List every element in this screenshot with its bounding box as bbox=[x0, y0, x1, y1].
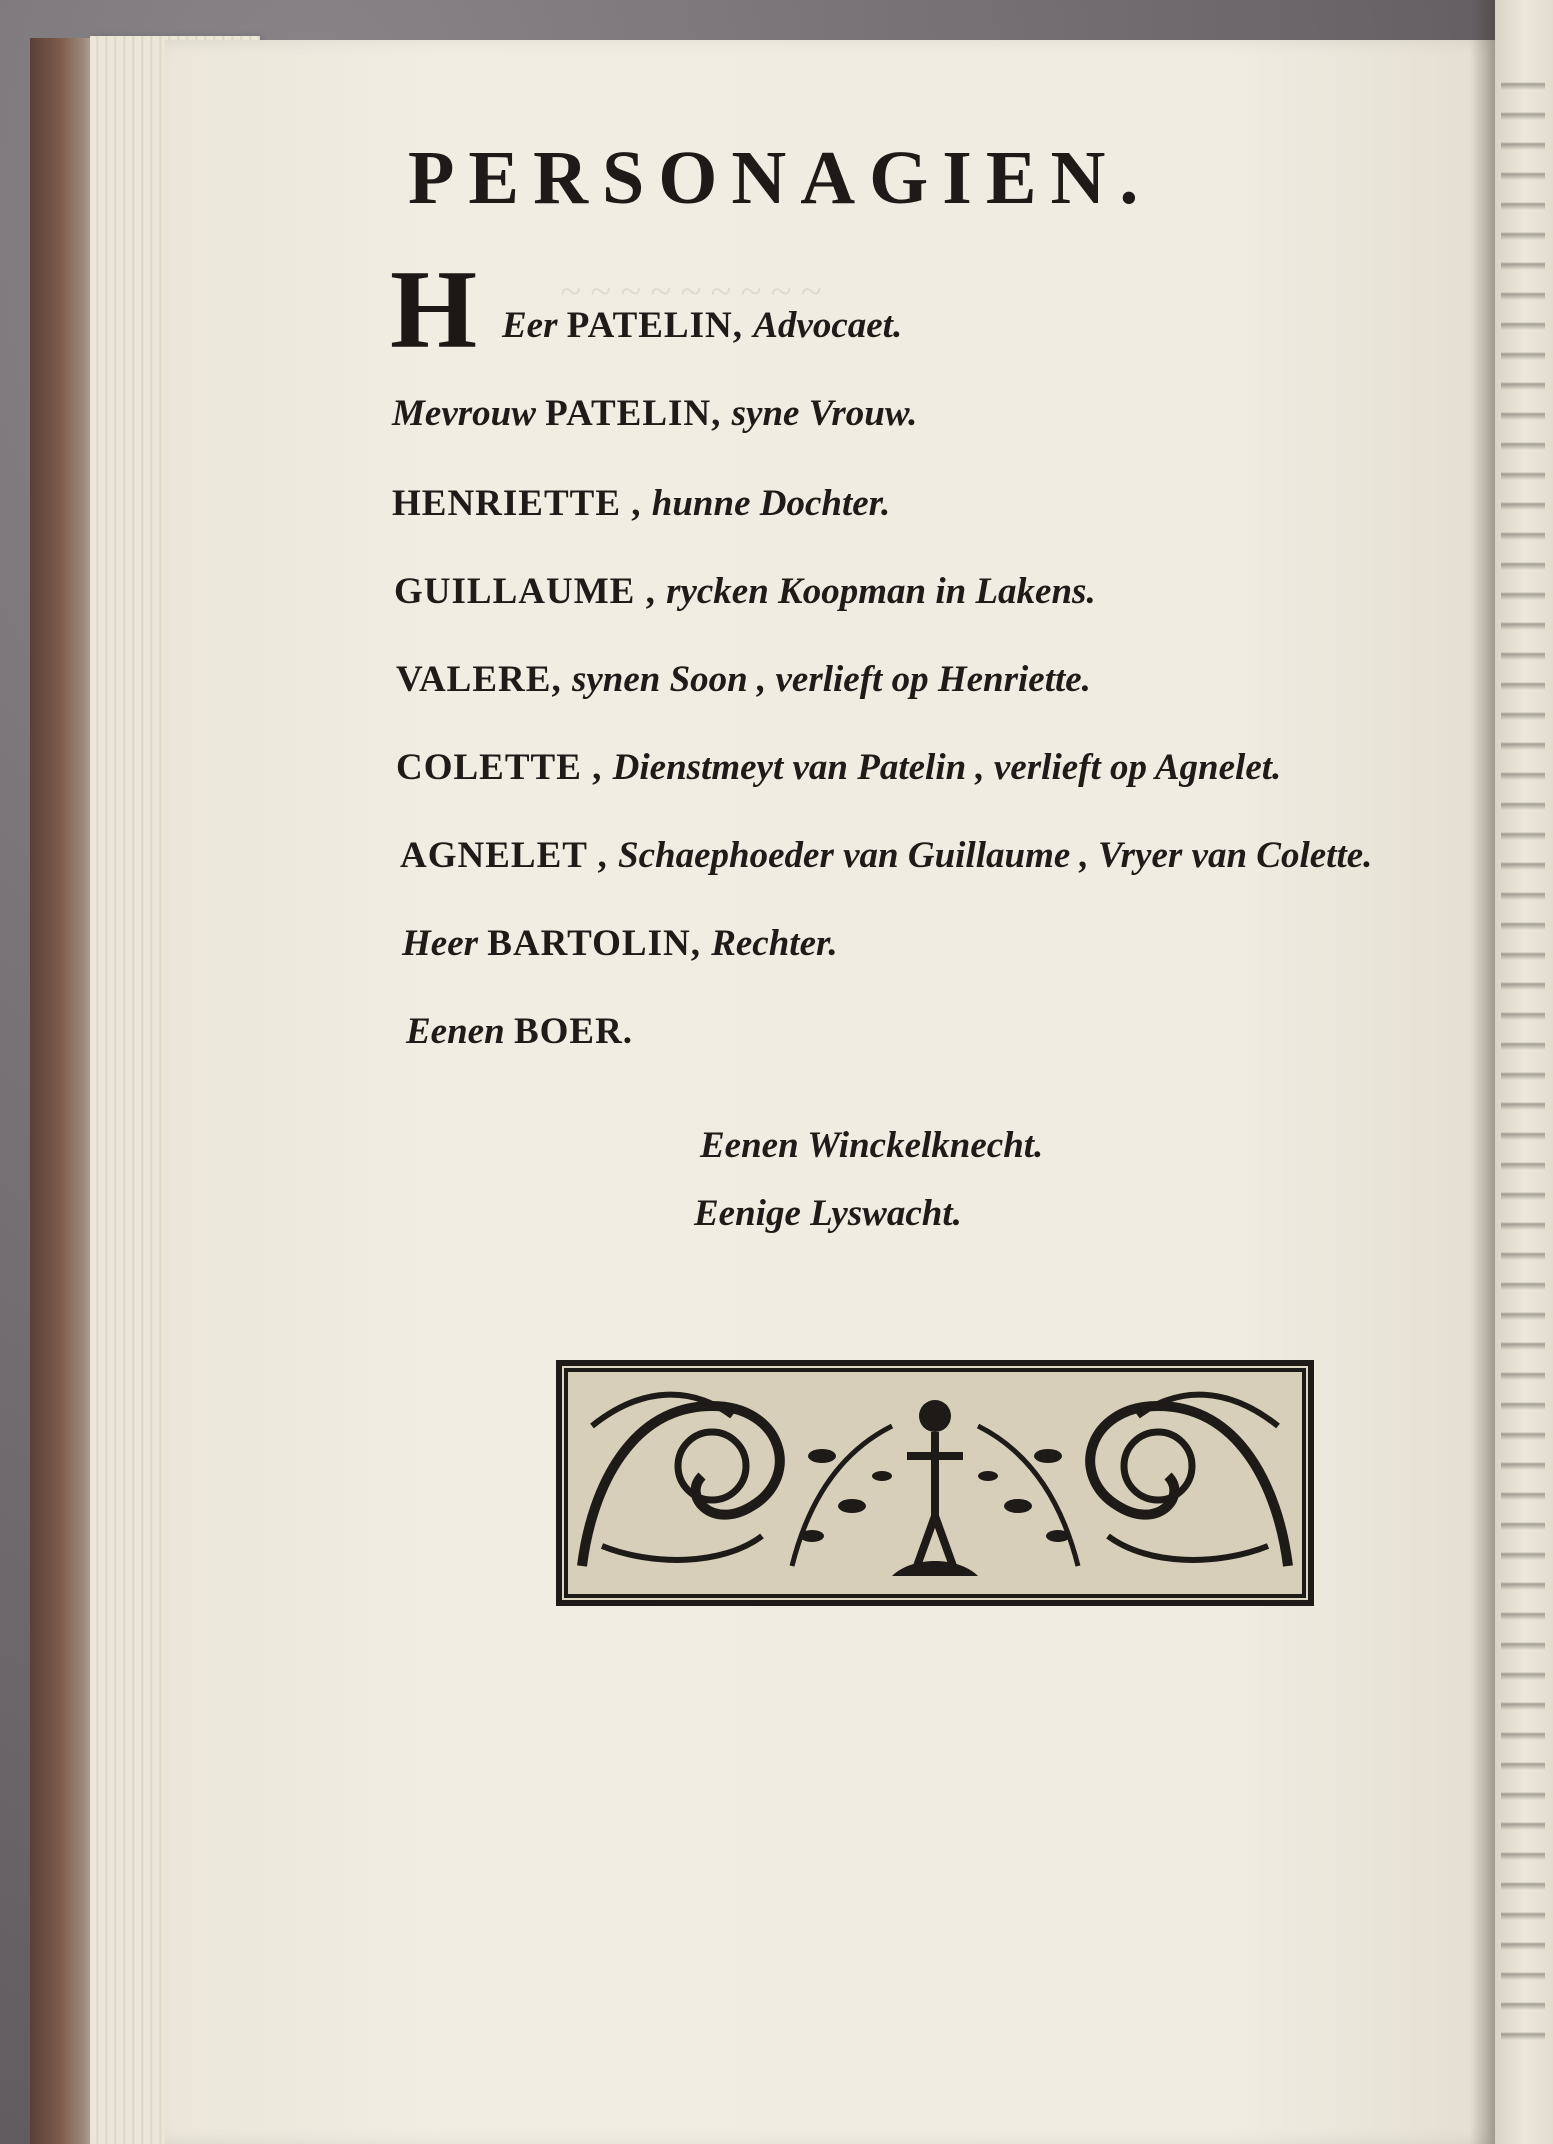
woodcut-ornament bbox=[556, 1360, 1314, 1606]
cast-line-6: COLETTE , Dienstmeyt van Patelin , verlieft op Agnelet. bbox=[396, 747, 1282, 788]
cast-name: PATELIN bbox=[566, 305, 733, 346]
foliage-ornament-icon bbox=[562, 1366, 1308, 1600]
cast-title: Mevrouw bbox=[392, 393, 536, 434]
book-page bbox=[165, 40, 1500, 2144]
cast-line-4: GUILLAUME , rycken Koopman in Lakens. bbox=[394, 571, 1096, 612]
extra-role-2: Eenige Lyswacht. bbox=[694, 1193, 962, 1234]
cast-desc: synen Soon , verlieft op Henriette. bbox=[571, 659, 1091, 700]
cast-desc: syne Vrouw. bbox=[731, 393, 918, 434]
cast-line-1: Eer PATELIN, Advocaet. bbox=[502, 305, 903, 346]
cast-name: PATELIN bbox=[545, 393, 712, 434]
cast-desc: Dienstmeyt van Patelin , verlieft op Agnelet. bbox=[612, 747, 1282, 788]
cast-desc: rycken Koopman in Lakens. bbox=[666, 571, 1096, 612]
show-through: ~ ~ ~ ~ ~ ~ ~ ~ ~ bbox=[560, 271, 822, 313]
extra-role-1: Eenen Winckelknecht. bbox=[700, 1125, 1044, 1166]
cast-title: Eenen bbox=[406, 1011, 505, 1052]
cast-line-5: VALERE, synen Soon , verlieft op Henriette. bbox=[396, 659, 1091, 700]
cast-name: BARTOLIN bbox=[487, 923, 691, 964]
cast-desc: hunne Dochter. bbox=[651, 483, 891, 524]
cast-desc: Rechter. bbox=[711, 923, 838, 964]
cast-name: GUILLAUME bbox=[394, 571, 636, 612]
page-title: PERSONAGIEN. bbox=[408, 136, 1153, 220]
facing-page bbox=[1495, 0, 1553, 2144]
cast-title: Heer bbox=[402, 923, 479, 964]
cast-line-2: Mevrouw PATELIN, syne Vrouw. bbox=[392, 393, 918, 434]
cast-line-8: Heer BARTOLIN, Rechter. bbox=[402, 923, 838, 964]
cast-name: HENRIETTE bbox=[392, 483, 622, 524]
cast-line-3: HENRIETTE , hunne Dochter. bbox=[392, 483, 891, 524]
cast-line-7: AGNELET , Schaephoeder van Guillaume , Vryer van Colette. bbox=[400, 835, 1373, 876]
cast-line-9 bbox=[406, 1012, 633, 1053]
cast-title: Eer bbox=[502, 305, 558, 346]
cast-desc: Schaephoeder van Guillaume , Vryer van Colette. bbox=[618, 835, 1373, 876]
cast-name: COLETTE bbox=[396, 747, 582, 788]
cast-name: BOER. bbox=[513, 1011, 634, 1052]
cast-desc: Advocaet. bbox=[753, 305, 903, 346]
facing-page-text bbox=[1501, 60, 1545, 2060]
cast-name: AGNELET bbox=[400, 835, 588, 876]
cast-name: VALERE bbox=[396, 659, 552, 700]
drop-cap: H bbox=[390, 248, 478, 372]
